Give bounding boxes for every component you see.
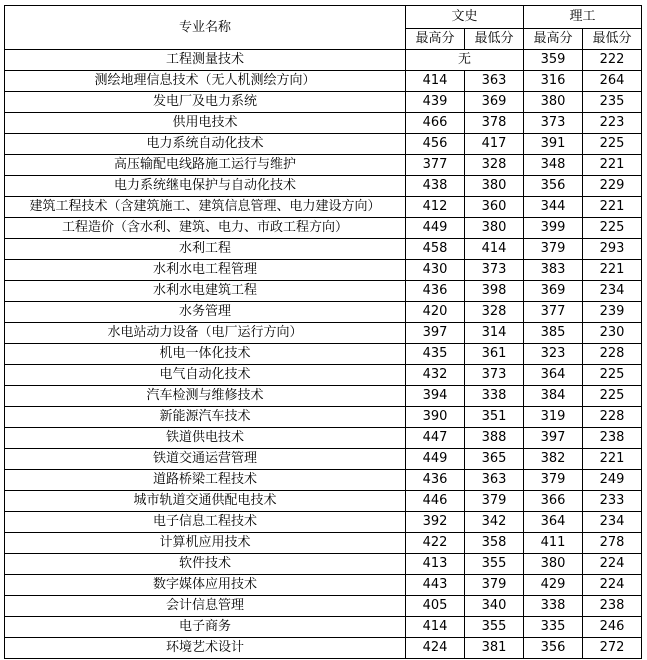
table-row (5, 260, 642, 281)
arts-min-cell: 328 (465, 155, 524, 176)
arts-max-cell: 422 (406, 533, 465, 554)
table-row (5, 218, 642, 239)
major-name-cell: 铁道交通运营管理 (5, 449, 406, 470)
arts-min-cell: 355 (465, 554, 524, 575)
science-min-cell: 278 (583, 533, 642, 554)
science-max-cell: 373 (524, 113, 583, 134)
arts-min-cell: 342 (465, 512, 524, 533)
science-min-cell: 224 (583, 554, 642, 575)
column-group-arts: 文史 (406, 6, 524, 29)
arts-min-cell: 369 (465, 92, 524, 113)
science-min-cell: 229 (583, 176, 642, 197)
major-name-cell: 会计信息管理 (5, 596, 406, 617)
major-name-cell: 铁道供电技术 (5, 428, 406, 449)
science-max-cell: 380 (524, 554, 583, 575)
science-min-cell: 233 (583, 491, 642, 512)
science-min-cell: 225 (583, 134, 642, 155)
arts-min-cell: 361 (465, 344, 524, 365)
science-max-cell: 380 (524, 92, 583, 113)
major-name-cell: 新能源汽车技术 (5, 407, 406, 428)
major-name-cell: 电子商务 (5, 617, 406, 638)
arts-min-cell: 363 (465, 470, 524, 491)
table-row (5, 554, 642, 575)
science-max-cell: 319 (524, 407, 583, 428)
science-min-cell: 238 (583, 428, 642, 449)
science-min-cell: 221 (583, 449, 642, 470)
arts-min-cell: 380 (465, 218, 524, 239)
science-max-cell: 323 (524, 344, 583, 365)
arts-min-cell: 340 (465, 596, 524, 617)
column-header-arts-max: 最高分 (406, 29, 465, 50)
science-min-cell: 228 (583, 407, 642, 428)
table-row (5, 71, 642, 92)
table-row (5, 575, 642, 596)
arts-min-cell: 351 (465, 407, 524, 428)
arts-max-cell: 430 (406, 260, 465, 281)
science-min-cell: 221 (583, 155, 642, 176)
arts-max-cell: 413 (406, 554, 465, 575)
arts-max-cell: 449 (406, 449, 465, 470)
table-row (5, 470, 642, 491)
major-name-cell: 水利工程 (5, 239, 406, 260)
major-name-cell: 测绘地理信息技术（无人机测绘方向） (5, 71, 406, 92)
science-min-cell: 221 (583, 197, 642, 218)
column-header-science-max: 最高分 (524, 29, 583, 50)
table-row (5, 512, 642, 533)
table-row (5, 281, 642, 302)
column-header-science-min: 最低分 (583, 29, 642, 50)
science-max-cell: 384 (524, 386, 583, 407)
arts-max-cell: 412 (406, 197, 465, 218)
science-min-cell: 234 (583, 281, 642, 302)
science-min-cell: 225 (583, 365, 642, 386)
table-row (5, 323, 642, 344)
science-min-cell: 293 (583, 239, 642, 260)
science-min-cell: 222 (583, 50, 642, 71)
science-min-cell: 235 (583, 92, 642, 113)
science-max-cell: 385 (524, 323, 583, 344)
arts-min-cell: 358 (465, 533, 524, 554)
arts-min-cell: 363 (465, 71, 524, 92)
arts-min-cell: 373 (465, 260, 524, 281)
science-min-cell: 230 (583, 323, 642, 344)
arts-max-cell: 447 (406, 428, 465, 449)
major-name-cell: 机电一体化技术 (5, 344, 406, 365)
admission-score-table (4, 5, 642, 659)
table-row (5, 155, 642, 176)
major-name-cell: 工程测量技术 (5, 50, 406, 71)
table-row (5, 449, 642, 470)
arts-max-cell: 435 (406, 344, 465, 365)
science-max-cell: 356 (524, 638, 583, 659)
major-name-cell: 软件技术 (5, 554, 406, 575)
science-min-cell: 225 (583, 218, 642, 239)
table-row (5, 302, 642, 323)
arts-max-cell: 438 (406, 176, 465, 197)
science-max-cell: 429 (524, 575, 583, 596)
table-row (5, 134, 642, 155)
table-row (5, 365, 642, 386)
science-max-cell: 364 (524, 512, 583, 533)
table-row (5, 239, 642, 260)
science-max-cell: 377 (524, 302, 583, 323)
science-min-cell: 234 (583, 512, 642, 533)
arts-max-cell: 414 (406, 617, 465, 638)
arts-max-cell: 392 (406, 512, 465, 533)
science-max-cell: 335 (524, 617, 583, 638)
arts-max-cell: 446 (406, 491, 465, 512)
arts-max-cell: 390 (406, 407, 465, 428)
science-max-cell: 379 (524, 470, 583, 491)
major-name-cell: 城市轨道交通供配电技术 (5, 491, 406, 512)
table-row (5, 344, 642, 365)
science-min-cell: 239 (583, 302, 642, 323)
arts-min-cell: 380 (465, 176, 524, 197)
major-name-cell: 水电站动力设备（电厂运行方向） (5, 323, 406, 344)
arts-max-cell: 424 (406, 638, 465, 659)
arts-max-cell: 432 (406, 365, 465, 386)
science-min-cell: 221 (583, 260, 642, 281)
science-max-cell: 391 (524, 134, 583, 155)
science-max-cell: 348 (524, 155, 583, 176)
arts-min-cell: 355 (465, 617, 524, 638)
major-name-cell: 水利水电工程管理 (5, 260, 406, 281)
major-name-cell: 电力系统继电保护与自动化技术 (5, 176, 406, 197)
arts-max-cell: 443 (406, 575, 465, 596)
table-row (5, 428, 642, 449)
major-name-cell: 环境艺术设计 (5, 638, 406, 659)
table-row (5, 386, 642, 407)
arts-min-cell: 381 (465, 638, 524, 659)
science-min-cell: 228 (583, 344, 642, 365)
major-name-cell: 建筑工程技术（含建筑施工、建筑信息管理、电力建设方向） (5, 197, 406, 218)
arts-score-merged-cell: 无 (406, 50, 524, 71)
science-min-cell: 238 (583, 596, 642, 617)
arts-max-cell: 377 (406, 155, 465, 176)
major-name-cell: 水务管理 (5, 302, 406, 323)
science-max-cell: 397 (524, 428, 583, 449)
arts-min-cell: 338 (465, 386, 524, 407)
science-max-cell: 382 (524, 449, 583, 470)
column-header-major-name: 专业名称 (5, 6, 406, 50)
arts-min-cell: 379 (465, 575, 524, 596)
arts-max-cell: 439 (406, 92, 465, 113)
column-header-arts-min: 最低分 (465, 29, 524, 50)
major-name-cell: 高压输配电线路施工运行与维护 (5, 155, 406, 176)
table-row (5, 617, 642, 638)
arts-max-cell: 405 (406, 596, 465, 617)
arts-max-cell: 466 (406, 113, 465, 134)
major-name-cell: 供用电技术 (5, 113, 406, 134)
science-max-cell: 383 (524, 260, 583, 281)
arts-max-cell: 449 (406, 218, 465, 239)
table-body (5, 50, 642, 659)
science-min-cell: 225 (583, 386, 642, 407)
science-max-cell: 369 (524, 281, 583, 302)
arts-max-cell: 420 (406, 302, 465, 323)
arts-min-cell: 388 (465, 428, 524, 449)
table-row (5, 176, 642, 197)
science-min-cell: 272 (583, 638, 642, 659)
table-row (5, 50, 642, 71)
arts-max-cell: 458 (406, 239, 465, 260)
science-max-cell: 411 (524, 533, 583, 554)
major-name-cell: 水利水电建筑工程 (5, 281, 406, 302)
major-name-cell: 工程造价（含水利、建筑、电力、市政工程方向） (5, 218, 406, 239)
arts-max-cell: 456 (406, 134, 465, 155)
science-min-cell: 246 (583, 617, 642, 638)
science-max-cell: 356 (524, 176, 583, 197)
table-row (5, 533, 642, 554)
header-row-groups (5, 6, 642, 29)
arts-min-cell: 379 (465, 491, 524, 512)
major-name-cell: 电力系统自动化技术 (5, 134, 406, 155)
table-row (5, 92, 642, 113)
science-min-cell: 224 (583, 575, 642, 596)
column-group-science: 理工 (524, 6, 642, 29)
arts-min-cell: 314 (465, 323, 524, 344)
science-max-cell: 366 (524, 491, 583, 512)
arts-min-cell: 373 (465, 365, 524, 386)
major-name-cell: 汽车检测与维修技术 (5, 386, 406, 407)
table-row (5, 197, 642, 218)
science-max-cell: 379 (524, 239, 583, 260)
table-row (5, 113, 642, 134)
arts-min-cell: 414 (465, 239, 524, 260)
arts-min-cell: 360 (465, 197, 524, 218)
major-name-cell: 数字媒体应用技术 (5, 575, 406, 596)
science-min-cell: 249 (583, 470, 642, 491)
table-row (5, 491, 642, 512)
arts-min-cell: 398 (465, 281, 524, 302)
arts-max-cell: 397 (406, 323, 465, 344)
science-min-cell: 264 (583, 71, 642, 92)
arts-min-cell: 378 (465, 113, 524, 134)
science-min-cell: 223 (583, 113, 642, 134)
science-max-cell: 399 (524, 218, 583, 239)
science-max-cell: 338 (524, 596, 583, 617)
major-name-cell: 道路桥梁工程技术 (5, 470, 406, 491)
science-max-cell: 359 (524, 50, 583, 71)
arts-min-cell: 328 (465, 302, 524, 323)
major-name-cell: 电子信息工程技术 (5, 512, 406, 533)
science-max-cell: 344 (524, 197, 583, 218)
table-row (5, 638, 642, 659)
major-name-cell: 计算机应用技术 (5, 533, 406, 554)
science-max-cell: 316 (524, 71, 583, 92)
arts-max-cell: 436 (406, 281, 465, 302)
arts-min-cell: 417 (465, 134, 524, 155)
major-name-cell: 发电厂及电力系统 (5, 92, 406, 113)
arts-max-cell: 414 (406, 71, 465, 92)
arts-max-cell: 436 (406, 470, 465, 491)
major-name-cell: 电气自动化技术 (5, 365, 406, 386)
table-row (5, 596, 642, 617)
arts-min-cell: 365 (465, 449, 524, 470)
science-max-cell: 364 (524, 365, 583, 386)
table-row (5, 407, 642, 428)
arts-max-cell: 394 (406, 386, 465, 407)
